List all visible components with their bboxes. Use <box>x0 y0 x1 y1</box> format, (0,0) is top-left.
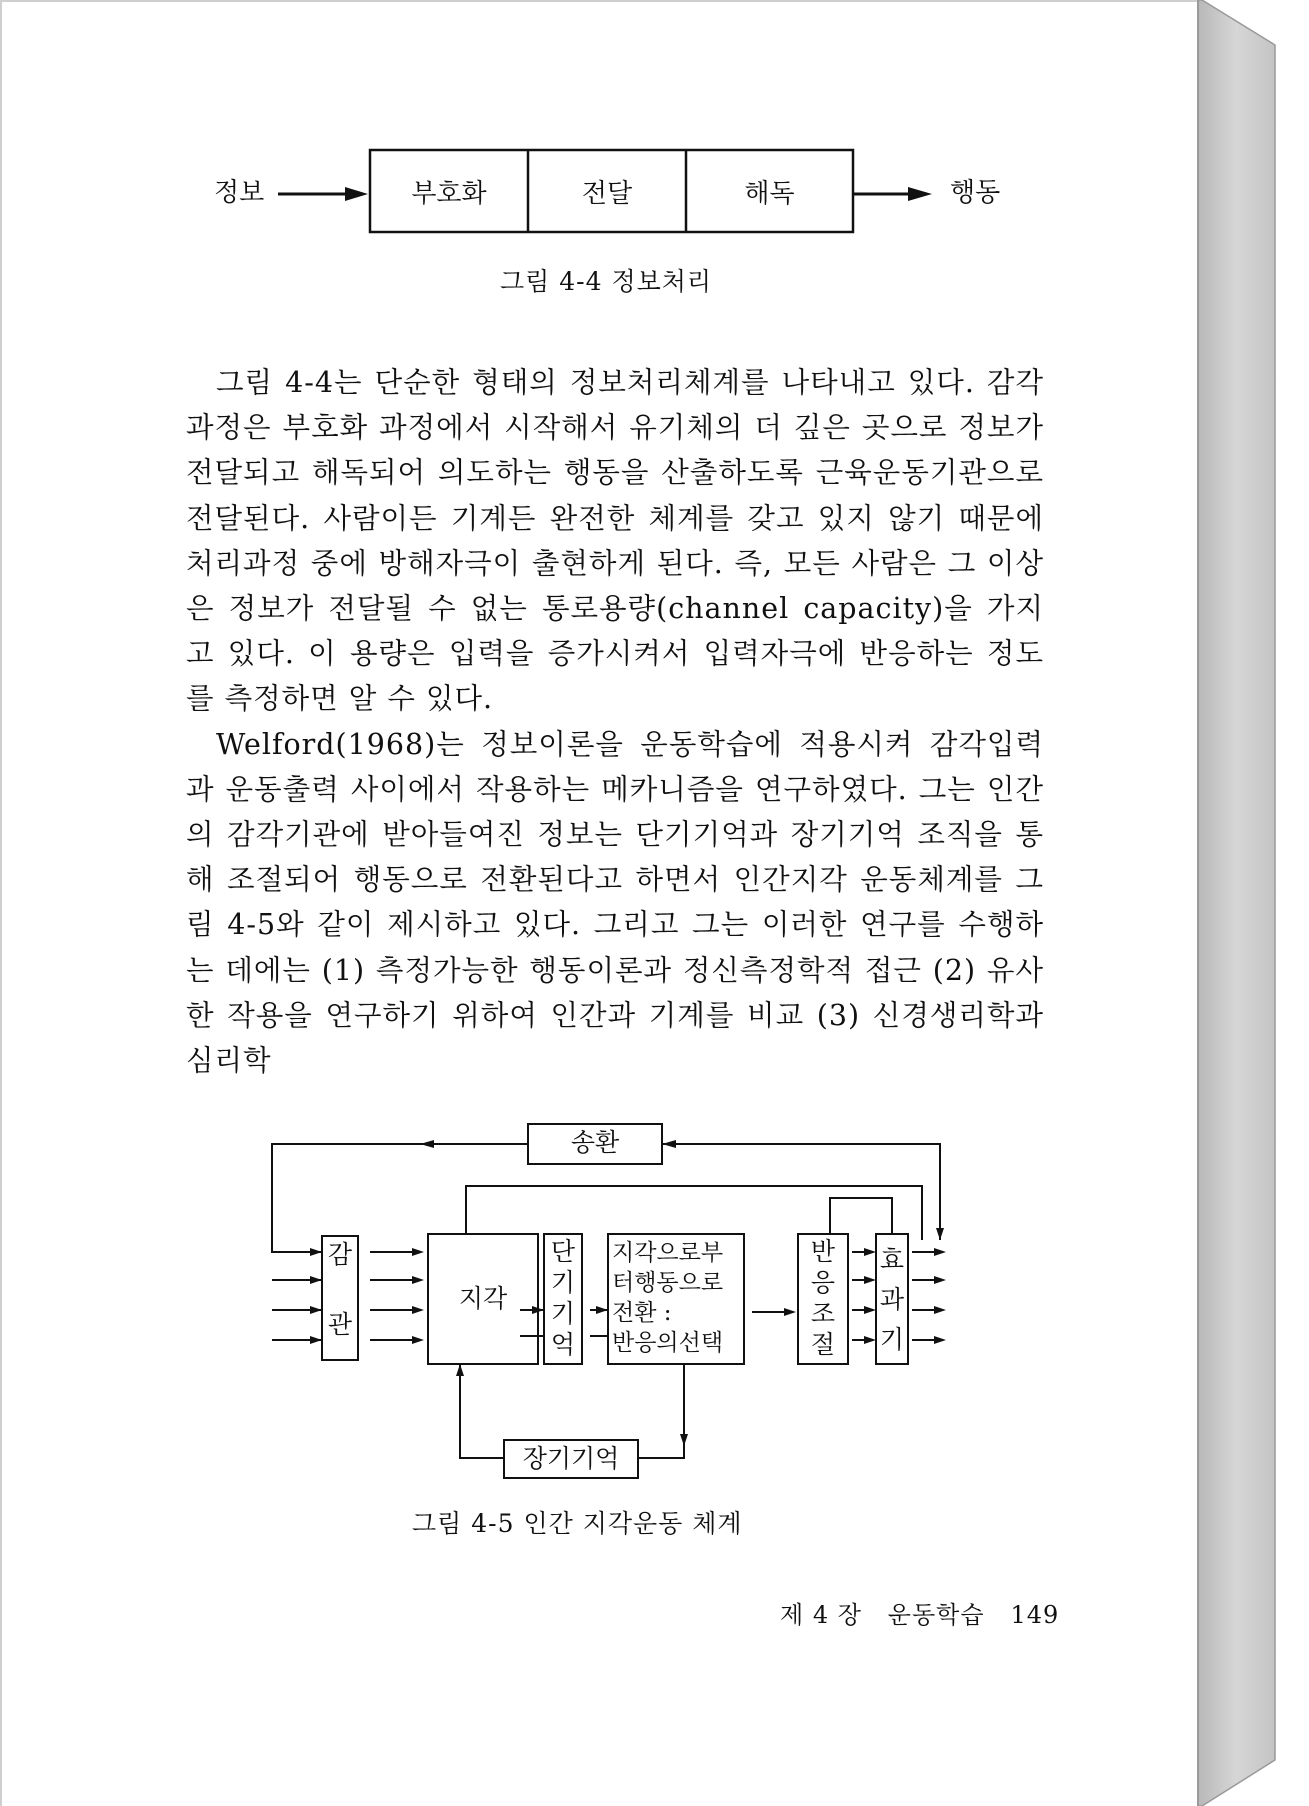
figure2-lines <box>0 1100 1200 1540</box>
paragraph-2: Welford(1968)는 정보이론을 운동학습에 적용시켜 감각입력과 운동출력 사이에서 작용하는 메카니즘을 연구하였다. 그는 인간의 감각기관에 받아들여진 정보는 단기기억과 장기기억 조직을 통해 조절되어 행동으로 전환된다고 하면서 인간지각 운동체계를 그림 4-5와 같이 제시하고 있다. 그리고 그는 이러한 연구를 수행하는 데에는 (1) 측정가능한 행동이론과 정신측정학적 접근 (2) 유사한 작용을 연구하기 위하여 인간과 기계를 비교 (3) 신경생리학과 심리학 <box>186 727 1044 1078</box>
response-control-box <box>798 1236 848 1360</box>
translation-line-4: 반응의선택 <box>612 1330 724 1356</box>
translation-line-2: 터행동으로 <box>612 1270 724 1296</box>
sense-organ-char-2: 관 <box>327 1310 353 1339</box>
effector-box <box>876 1240 908 1360</box>
stage-encoding: 부호화 <box>411 178 487 209</box>
feedback-label: 송환 <box>570 1128 620 1157</box>
translation-line-1: 지각으로부 <box>612 1240 724 1266</box>
long-term-memory-label: 장기기억 <box>522 1444 620 1473</box>
perception-label: 지각 <box>458 1284 508 1313</box>
footer-title: 운동학습 <box>887 1601 985 1629</box>
stm-char-1: 단 <box>550 1237 576 1266</box>
paragraph-1: 그림 4-4는 단순한 형태의 정보처리체계를 나타내고 있다. 감각과정은 부호화 과정에서 시작해서 유기체의 더 깊은 곳으로 정보가 전달되고 해독되어 의도하는 행동을 산출하도록 근육운동기관으로 전달된다. 사람이든 기계든 완전한 체계를 갖고 있지 않기 때문에 처리과정 중에 방해자극이 출현하게 된다. 즉, 모든 사람은 그 이상은 정보가 전달될 수 없는 통로용량(channel capacity)을 가지고 있다. 이 용량은 입력을 증가시켜서 입력자극에 반응하는 정도를 측정하면 알 수 있다. <box>186 366 1044 716</box>
stm-char-2: 기 <box>550 1268 576 1297</box>
sense-organ-char-1: 감 <box>327 1240 353 1269</box>
stage-transmission: 전달 <box>581 178 633 209</box>
effector-char-3: 기 <box>879 1325 905 1354</box>
rc-char-4: 절 <box>810 1330 836 1359</box>
figure2-caption: 그림 4-5 인간 지각운동 체계 <box>412 1509 743 1538</box>
short-term-memory-box <box>544 1236 582 1360</box>
page-number: 149 <box>1010 1601 1060 1629</box>
effector-char-2: 과 <box>879 1285 905 1314</box>
body-text <box>186 360 1044 1083</box>
stm-char-4: 억 <box>550 1330 576 1359</box>
translation-box <box>612 1238 744 1358</box>
translation-line-3: 전환 : <box>612 1300 672 1326</box>
effector-char-1: 효 <box>879 1245 905 1274</box>
rc-char-3: 조 <box>810 1299 836 1328</box>
rc-char-1: 반 <box>810 1237 836 1266</box>
output-label: 행동 <box>950 178 1001 208</box>
stage-decoding: 해독 <box>744 178 795 209</box>
figure1-caption: 그림 4-4 정보처리 <box>500 267 713 296</box>
figure-information-processing <box>0 0 1200 300</box>
sense-organ-box <box>322 1240 358 1340</box>
stm-char-3: 기 <box>550 1299 576 1328</box>
figure-perceptual-motor-system <box>0 1100 1200 1540</box>
input-label: 정보 <box>214 178 265 208</box>
footer-chapter: 제 4 장 <box>780 1601 862 1629</box>
rc-char-2: 응 <box>810 1268 836 1297</box>
page-footer <box>780 1595 1059 1630</box>
